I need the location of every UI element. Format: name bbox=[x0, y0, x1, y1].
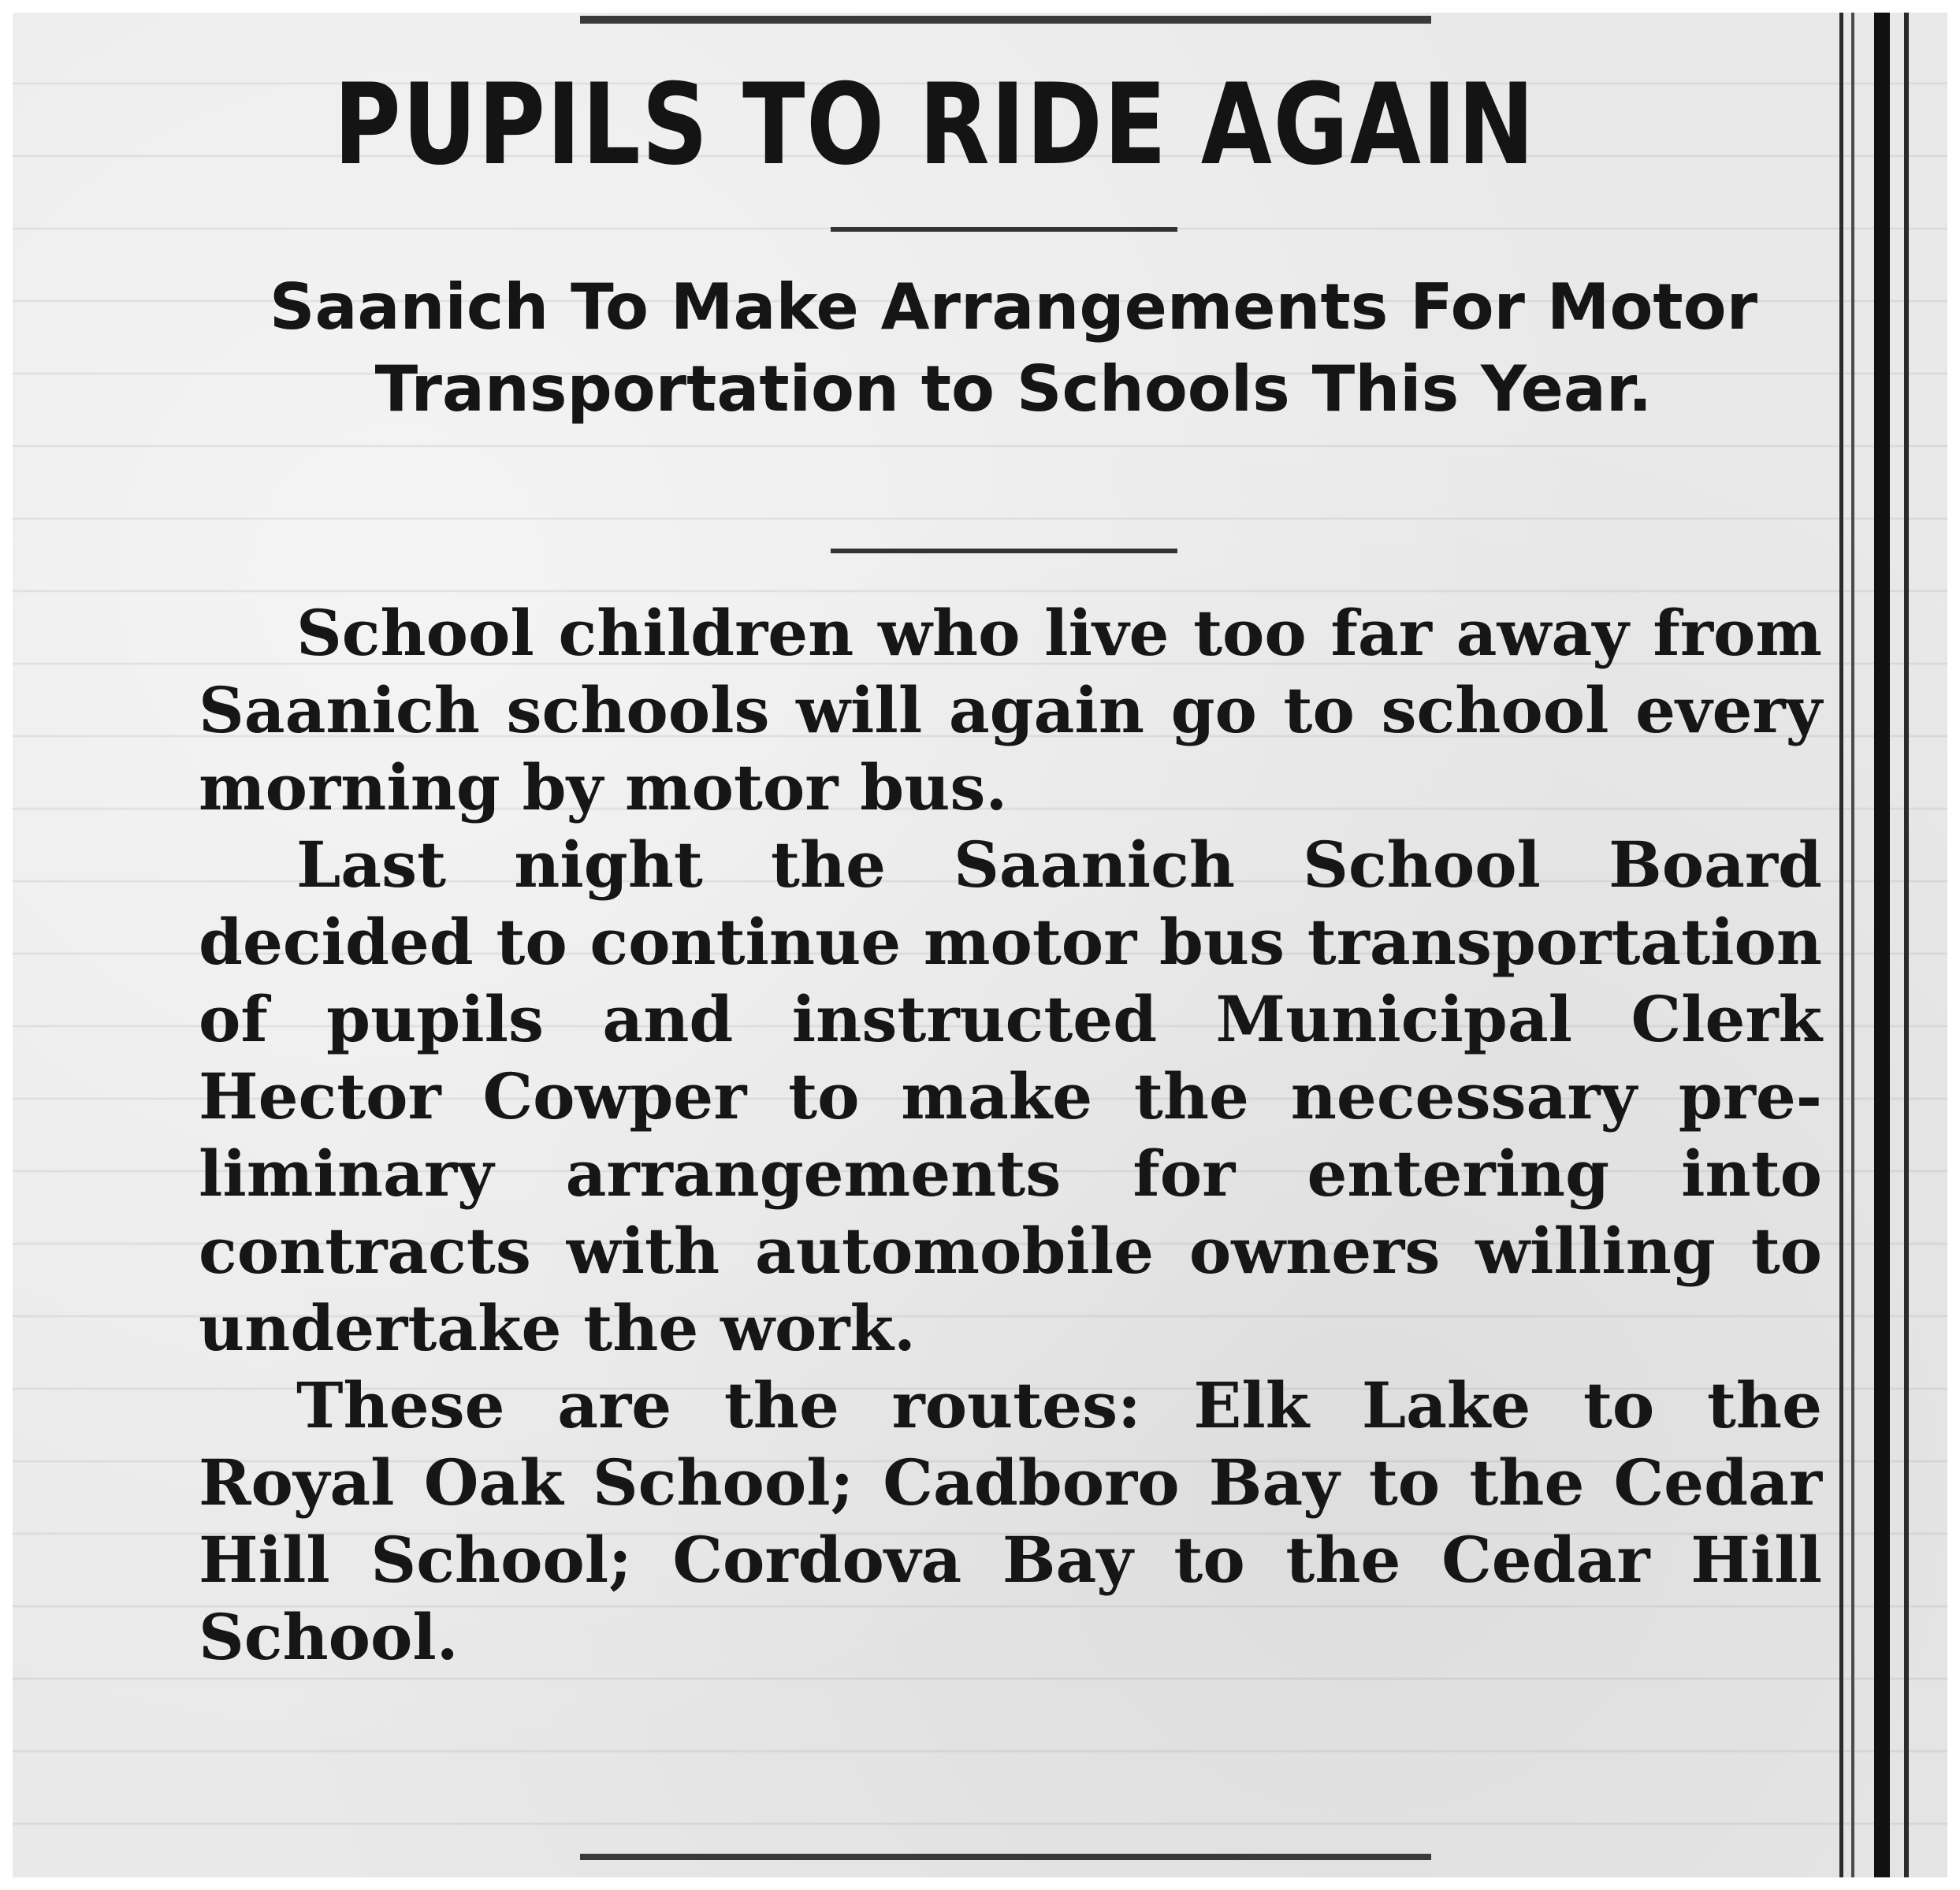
subheadline: Saanich To Make Arrangements For Motor Transportation to Schools This Year. bbox=[269, 270, 1758, 426]
deck-divider bbox=[831, 549, 1177, 553]
newspaper-clipping bbox=[13, 13, 1947, 1877]
paragraph-1: School children who live too far away from Saanich schools will again go to school every morning by motor bus. bbox=[199, 596, 1822, 824]
column-rule bbox=[1904, 13, 1909, 1877]
column-rule-thick bbox=[1874, 13, 1890, 1877]
paragraph-3: These are the routes: Elk Lake to the Royal Oak School; Cadboro Bay to the Cedar Hill School; Cordova Bay to the Cedar Hill School. bbox=[199, 1368, 1822, 1674]
headline: PUPILS TO RIDE AGAIN bbox=[333, 60, 1536, 190]
article-body bbox=[199, 594, 1822, 1676]
column-rule bbox=[1839, 13, 1843, 1877]
column-rule bbox=[1851, 13, 1854, 1877]
bottom-rule bbox=[580, 1854, 1431, 1860]
headline-divider bbox=[831, 227, 1177, 232]
paragraph-2: Last night the Saanich School Board decided to continue motor bus transportation of pupils and instructed Municipal Clerk Hector Cowper to make the necessary preliminary arrangements for entering into contracts with automobile owners willing to undertake the work. bbox=[199, 828, 1822, 1365]
top-rule bbox=[580, 16, 1431, 24]
